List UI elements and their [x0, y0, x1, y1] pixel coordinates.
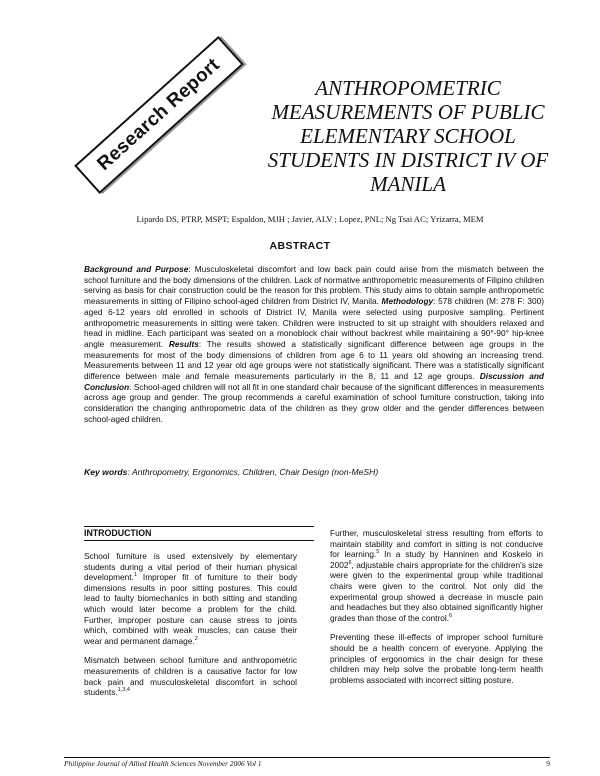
paragraph: [84, 551, 297, 646]
citation: 5: [376, 549, 380, 556]
section-divider: [84, 540, 314, 541]
abstract-label-methodology: Methodology: [381, 296, 434, 307]
keywords-text: : Anthropometry, Ergonomics, Children, Chair Design (non-MeSH): [127, 467, 379, 477]
citation: 1: [133, 572, 137, 579]
citation: 6: [348, 560, 352, 567]
research-report-stamp: [70, 40, 260, 190]
citation: 2: [194, 635, 198, 642]
abstract-text: : School-aged children will not all fit in one standard chair because of the significant differences in measurements across age group and gender. The group recommends a careful examination of school furniture construction, taking into consideration the changing anthropometric data of the children as they grow older and the gender differences between school-aged children.: [84, 381, 544, 424]
paragraph-text: In a study by Hanninen and Koskelo in 2002: [330, 549, 543, 570]
keywords-label: Key words: [84, 467, 128, 477]
keywords: [84, 467, 544, 477]
paragraph-text: Improper fit of furniture to their body dimensions results in poor sitting postures. This could lead to faulty biomechanics in both sitting and standing which would later become a problem for the child. Further, improper posture can cause stress to joints which, combined with weak muscles, can cause their wear and permanent damage.: [84, 572, 297, 646]
right-column: [330, 528, 543, 694]
abstract-label-discussion: Discussion and Conclusion: [84, 371, 544, 392]
section-divider: [84, 526, 314, 527]
abstract-body: [84, 264, 544, 425]
title-line: STUDENTS IN DISTRICT IV OF: [267, 148, 549, 172]
paragraph: Preventing these ill-effects of improper school furniture should be a health concern of everyone. Applying the principles of ergonomics in the chair design for these children may help solve the probable long-term health problems associated with incorrect sitting posture.: [330, 632, 543, 685]
journal-footer: Philippine Journal of Allied Health Sciences November 2006 Vol 1: [64, 759, 262, 768]
citation: 6: [449, 612, 453, 619]
paragraph: [84, 655, 297, 697]
paragraph-text: Mismatch between school furniture and anthropometric measurements of children is a causative factor for low back pain and musculoskeletal discomfort in school students.: [84, 655, 297, 698]
footer-divider: [64, 757, 550, 758]
paragraph-text: Further, musculoskeletal stress resulting from efforts to maintain stability and comfort in sitting is not conducive for learning.: [330, 528, 543, 560]
abstract-text: : The results showed a statistically significant difference between age groups in the measurements for most of the body dimensions of children from age 6 to 11 years old showing an increasing trend. Measurements between 11 and 12 year old age groups were not statistically significant. There was a statistically significant difference between male and female measurements particularly in the 8, 11 and 12 age groups.: [84, 338, 544, 382]
abstract-heading: ABSTRACT: [269, 240, 331, 252]
paragraph: [330, 528, 543, 623]
abstract-text: : Musculoskeletal discomfort and low back pain could arise from the mismatch between the school furniture and the body dimensions of the children. Lack of normative anthropometric measurements of Filipino children serving as basis for chair construction could be the reason for this problem. This study aims to obtain sample anthropometric measurements in sitting of Filipino school-aged children from District IV, Manila.: [84, 264, 544, 307]
paper-title: [258, 76, 558, 196]
stamp-label: Research Report: [74, 36, 244, 194]
author-list: Lipardo DS, PTRP, MSPT; Espaldon, MJH ; Javier, ALV ; Lopez, PNL; Ng Tsai AC; Yrizarra, MEM: [136, 214, 484, 224]
title-line: ANTHROPOMETRIC: [315, 76, 501, 100]
abstract-label-background: Background and Purpose: [84, 264, 189, 274]
paragraph-text: School furniture is used extensively by elementary students during a vital period of their human physical development.: [84, 551, 297, 583]
citation: 1,3,4: [117, 687, 130, 694]
paragraph-text: , adjustable chairs appropriate for the children's size were given to the experimental group while traditional chairs were given to the control. Not only did the experimental group showed a decrease in muscle pain and headaches but they also obtained significantly higher grades than those of the control.: [330, 559, 543, 623]
introduction-heading: INTRODUCTION: [84, 528, 152, 538]
title-line: MEASUREMENTS OF PUBLIC: [271, 100, 545, 124]
title-line: ELEMENTARY SCHOOL: [300, 124, 516, 148]
abstract-text: : 578 children (M: 278 F: 300) aged 6-12 years old enrolled in schools of District IV, Manila were selected using purposive sampling. Pertinent anthropometric measurements in sitting were taken. Children were instructed to sit up straight with shoulders relaxed and head in midline. Each participant was seated on a monoblock chair without backrest while maintaining a 90°-90° hip-knee angle measurement.: [84, 296, 544, 349]
title-line: MANILA: [370, 172, 446, 196]
page-number: 9: [546, 759, 550, 768]
abstract-label-results: Results: [168, 338, 199, 349]
left-column: [84, 551, 297, 707]
